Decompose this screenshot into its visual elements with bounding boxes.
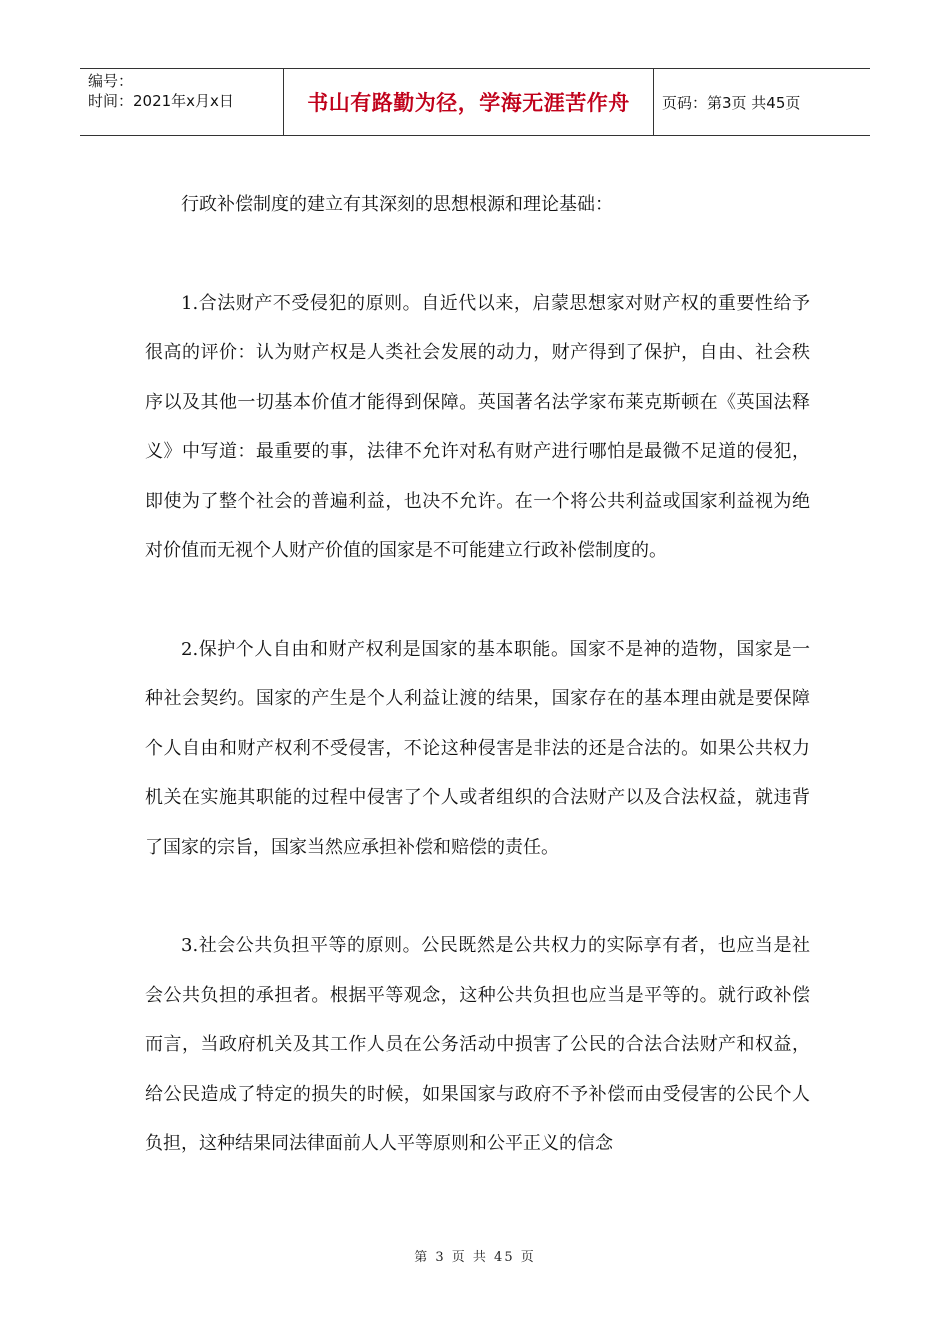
paragraph-2: 2.保护个人自由和财产权利是国家的基本职能。国家不是神的造物，国家是一种社会契约。国家的产生是个人利益让渡的结果，国家存在的基本理由就是要保障个人自由和财产权利不受侵害，不论这种侵害是非法的还是合法的。如果公共权力机关在实施其职能的过程中侵害了个人或者组织的合法财产以及合法权益，就违背了国家的宗旨，国家当然应承担补偿和赔偿的责任。: [145, 638, 810, 858]
header-motto: 书山有路勤为径，学海无涯苦作舟: [283, 69, 654, 135]
paragraph-1: 1.合法财产不受侵犯的原则。自近代以来，启蒙思想家对财产权的重要性给予很高的评价：认为财产权是人类社会发展的动力，财产得到了保护，自由、社会秩序以及其他一切基本价值才能得到保障。英国著名法学家布莱克斯顿在《英国法释义》中写道：最重要的事，法律不允许对私有财产进行哪怕是最微不足道的侵犯，即使为了整个社会的普遍利益，也决不允许。在一个将公共利益或国家利益视为绝对价值而无视个人财产价值的国家是不可能建立行政补偿制度的。: [145, 292, 810, 561]
header-page-info: 页码：第3页 共45页: [662, 93, 801, 112]
page-footer: 第 3 页 共 45 页: [414, 1250, 536, 1265]
document-code-label: 编号：: [88, 72, 134, 90]
intro-paragraph: 行政补偿制度的建立有其深刻的思想根源和理论基础：: [181, 194, 613, 215]
paragraph-3: 3.社会公共负担平等的原则。公民既然是公共权力的实际享有者，也应当是社会公共负担的承担者。根据平等观念，这种公共负担也应当是平等的。就行政补偿而言，当政府机关及其工作人员在公务活动中损害了公民的合法合法财产和权益，给公民造成了特定的损失的时候，如果国家与政府不予补偿而由受侵害的公民个人负担，这种结果同法律面前人人平等原则和公平正义的信念: [145, 935, 810, 1154]
page-header: [80, 68, 870, 136]
document-body: [145, 180, 810, 1169]
header-meta: [80, 69, 283, 135]
document-date: 时间：2021年x月x日: [88, 92, 234, 110]
